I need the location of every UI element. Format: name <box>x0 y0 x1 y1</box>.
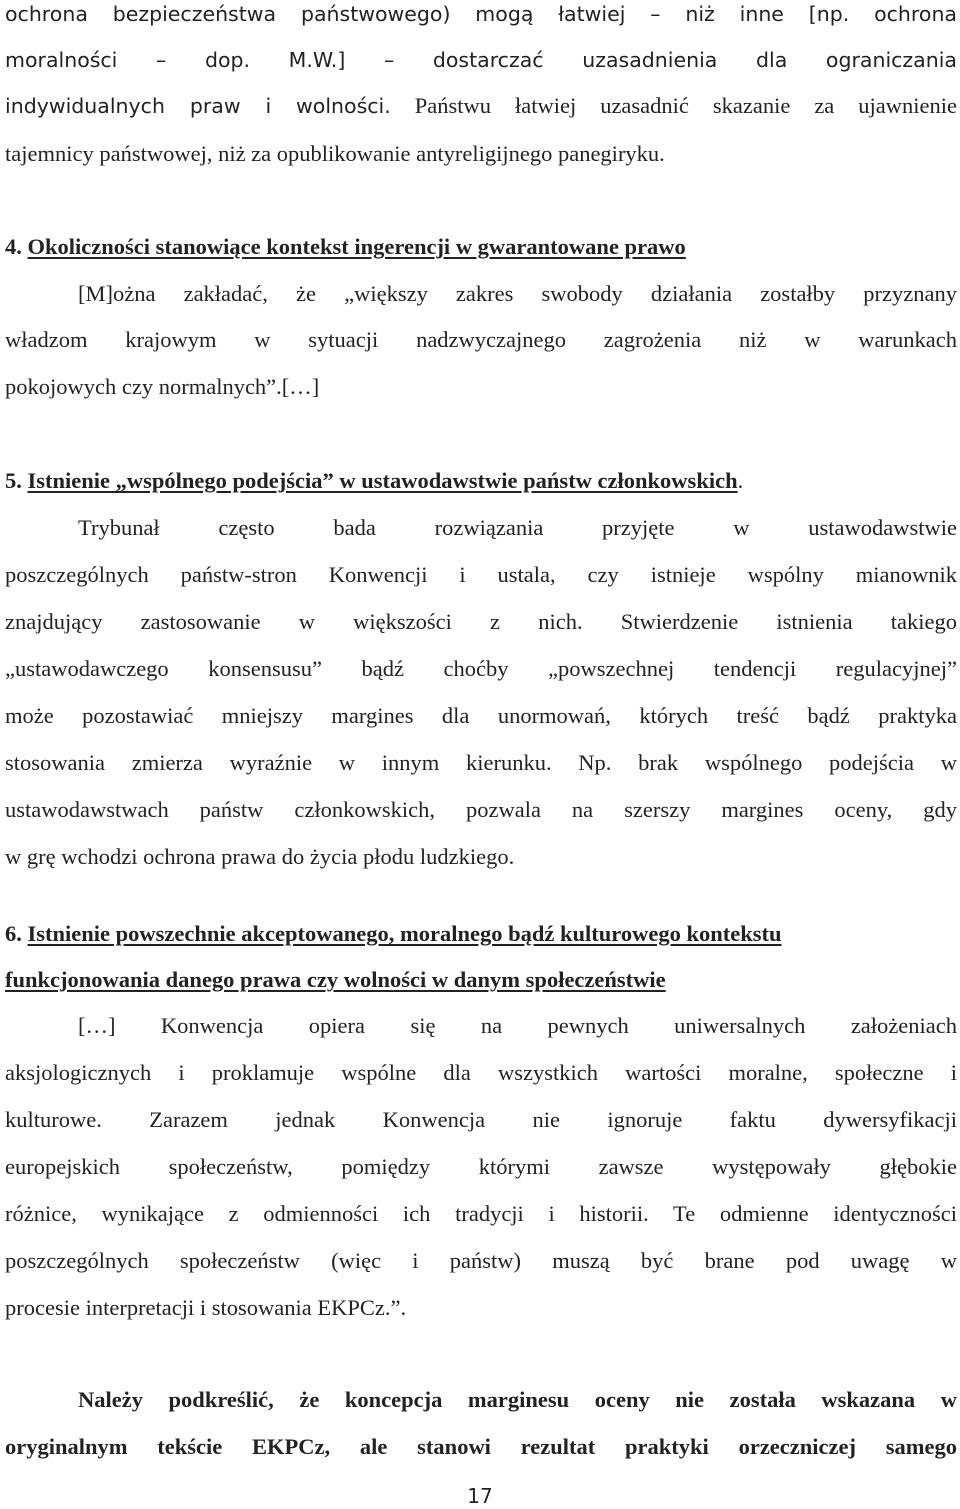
section-number: 4. <box>5 234 28 259</box>
text-span: Państwu łatwiej uzasadnić skazanie za ujawnienie <box>390 93 957 118</box>
section-heading <box>5 920 957 948</box>
text-line: różnice, wynikające z odmienności ich tradycji i historii. Te odmienne identyczności <box>5 1201 957 1226</box>
text-line: może pozostawiać mniejszy margines dla unormowań, których treść bądź praktyka <box>5 703 957 728</box>
text-line: kulturowe. Zarazem jednak Konwencja nie ignoruje faktu dywersyfikacji <box>5 1107 957 1132</box>
section-heading <box>5 233 957 261</box>
page-number: 17 <box>467 1484 493 1508</box>
section-title: funkcjonowania danego prawa czy wolności w danym społeczeństwie <box>5 967 666 992</box>
text-line: znajdujący zastosowanie w większości z nich. Stwierdzenie istnienia takiego <box>5 609 957 634</box>
section-period: . <box>737 468 744 493</box>
text-line: procesie interpretacji i stosowania EKPCz.”. <box>5 1295 407 1320</box>
text-line: oryginalnym tekście EKPCz, ale stanowi rezultat praktyki orzeczniczej samego <box>5 1434 957 1459</box>
text-line: poszczególnych państw-stron Konwencji i ustala, czy istnieje wspólny mianownik <box>5 562 957 587</box>
section-number: 5. <box>5 468 28 493</box>
section-heading-continued <box>5 966 957 994</box>
text-line: ustawodawstwach państw członkowskich, pozwala na szerszy margines oceny, gdy <box>5 797 957 822</box>
text-line: Trybunał często bada rozwiązania przyjęte w ustawodawstwie <box>78 515 957 540</box>
text-line: poszczególnych społeczeństw (więc i państw) muszą być brane pod uwagę w <box>5 1248 957 1273</box>
section-title: Okoliczności stanowiące kontekst ingerencji w gwarantowane prawo <box>27 234 686 259</box>
text-line: ochrona bezpieczeństwa państwowego) mogą łatwiej – niż inne [np. ochrona <box>5 2 957 26</box>
text-line: władzom krajowym w sytuacji nadzwyczajnego zagrożenia niż w warunkach <box>5 327 957 352</box>
text-line: „ustawodawczego konsensusu” bądź choćby „powszechnej tendencji regulacyjnej” <box>5 656 957 681</box>
section-title: Istnienie „wspólnego podejścia” w ustawodawstwie państw członkowskich <box>27 468 738 493</box>
text-span: indywidualnych praw i wolności. <box>5 94 391 118</box>
text-line: pokojowych czy normalnych”.[…] <box>5 374 320 399</box>
text-line <box>5 92 957 120</box>
text-line: [M]ożna zakładać, że „większy zakres swobody działania zostałby przyznany <box>78 281 957 306</box>
text-line: Należy podkreślić, że koncepcja marginesu oceny nie została wskazana w <box>78 1387 957 1412</box>
section-number: 6. <box>5 921 28 946</box>
text-line: […] Konwencja opiera się na pewnych uniwersalnych założeniach <box>78 1013 957 1038</box>
section-heading <box>5 467 957 495</box>
text-line: aksjologicznych i proklamuje wspólne dla wszystkich wartości moralne, społeczne i <box>5 1060 957 1085</box>
text-line: stosowania zmierza wyraźnie w innym kierunku. Np. brak wspólnego podejścia w <box>5 750 957 775</box>
text-line: europejskich społeczeństw, pomiędzy którymi zawsze występowały głębokie <box>5 1154 957 1179</box>
section-title: Istnienie powszechnie akceptowanego, moralnego bądź kulturowego kontekstu <box>27 921 782 946</box>
text-line: moralności – dop. M.W.] – dostarczać uzasadnienia dla ograniczania <box>5 48 957 72</box>
text-line: tajemnicy państwowej, niż za opublikowanie antyreligijnego panegiryku. <box>5 141 665 166</box>
text-line: w grę wchodzi ochrona prawa do życia płodu ludzkiego. <box>5 844 515 869</box>
